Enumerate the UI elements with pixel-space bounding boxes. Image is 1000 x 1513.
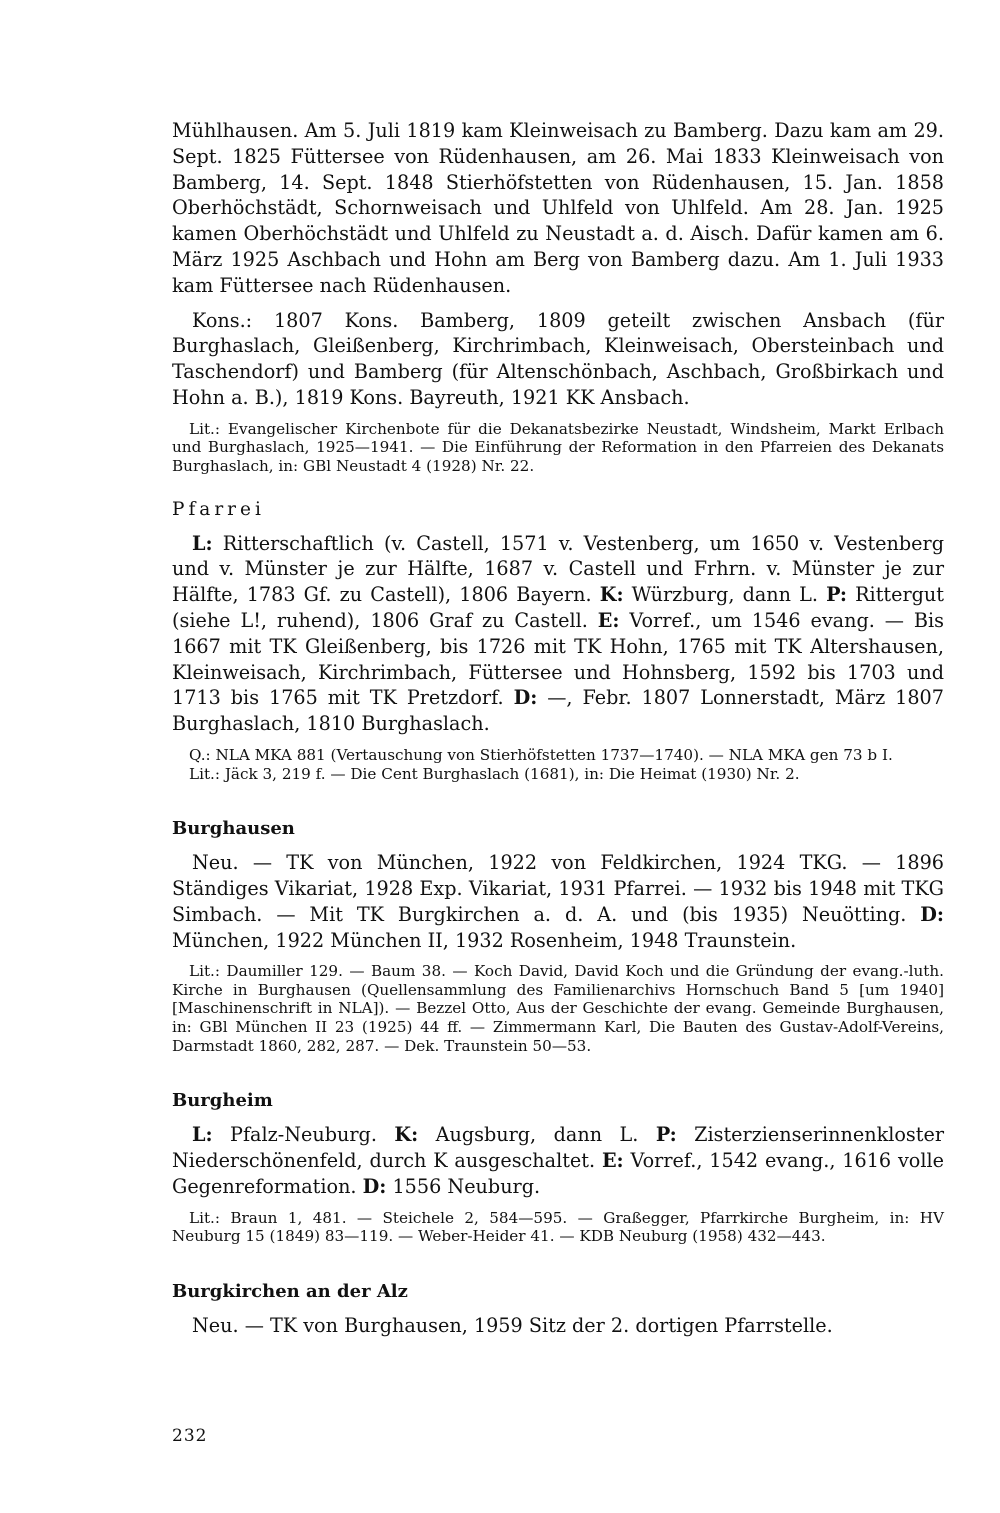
literature-note-burghausen: Lit.: Daumiller 129. — Baum 38. — Koch David, David Koch und die Gründung der evang.-luth. Kirche in Burghausen (Quellensammlung des Familienarchivs Hornschuch Band 5 [um 1940] [Maschinenschrift in NLA]). — Bezzel Otto, Aus der Geschichte der evang. Gemeinde Burghausen, in: GBl München II 23 (1925) 44 ff. — Zimmermann Karl, Die Bauten des Gustav-Adolf-Vereins, Darmstadt 1860, 282, 287. — Dek. Traunstein 50—53. [172, 962, 944, 1055]
text-d: —, Febr. 1807 Lonnerstadt, März 1807 Burghaslach, 1810 Burghaslach. [172, 686, 944, 736]
burgheim-l-text: Pfalz-Neuburg. [212, 1123, 377, 1147]
source-note-q: Q.: NLA MKA 881 (Vertauschung von Stierhöfstetten 1737—1740). — NLA MKA gen 73 b I. [189, 745, 893, 764]
key-e: E: [601, 1149, 624, 1173]
paragraph-burghausen [172, 850, 944, 953]
burgheim-d-text: 1556 Neuburg. [386, 1174, 541, 1198]
key-k: K: [394, 1123, 419, 1147]
burghausen-text: Neu. — TK von München, 1922 von Feldkirchen, 1924 TKG. — 1896 Ständiges Vikariat, 1928 Exp. Vikariat, 1931 Pfarrei. — 1932 bis 1948 mit TKG Simbach. — Mit TK Burgkirchen a. d. A. und (bis 1935) Neuötting. [172, 851, 944, 926]
paragraph-intro: Mühlhausen. Am 5. Juli 1819 kam Kleinweisach zu Bamberg. Dazu kam am 29. Sept. 1825 Füttersee von Rüdenhausen, am 26. Mai 1833 Kleinweisach von Bamberg, 14. Sept. 1848 Stierhöfstetten von Rüdenhausen, 15. Jan. 1858 Oberhöchstädt, Schornweisach und Uhlfeld von Uhlfeld. Am 28. Jan. 1925 kamen Oberhöchstädt und Uhlfeld zu Neustadt a. d. Aisch. Dafür kamen am 6. März 1925 Aschbach und Hohn am Berg von Bamberg dazu. Am 1. Juli 1933 kam Füttersee nach Rüdenhausen. [172, 119, 944, 297]
entry-heading-burgheim: Burgheim [172, 1090, 273, 1112]
entry-heading-burghausen: Burghausen [172, 818, 295, 840]
key-e: E: [597, 608, 620, 632]
key-d: D: [920, 902, 945, 926]
key-d: D: [513, 686, 538, 710]
key-l: L: [192, 1123, 213, 1147]
paragraph-pfarrei [172, 531, 944, 737]
burgheim-k-text: Augsburg, dann L. [418, 1123, 639, 1147]
text-e: Vorref., um 1546 evang. — Bis 1667 mit TK Gleißenberg, bis 1726 mit TK Hohn, 1765 mit TK Altershausen, Kleinweisach, Kirchrimbach, Füttersee und Hohnsberg, 1592 bis 1703 und 1713 bis 1765 mit TK Pretzdorf. [172, 608, 944, 710]
key-l: L: [192, 531, 213, 555]
literature-note-burgheim: Lit.: Braun 1, 481. — Steichele 2, 584—595. — Graßegger, Pfarrkirche Burgheim, in: HV Neuburg 15 (1849) 83—119. — Weber-Heider 41. — KDB Neuburg (1958) 432—443. [172, 1208, 944, 1246]
burgheim-p-text: Zisterzienserinnenkloster Niederschönenfeld, durch K ausgeschaltet. [172, 1123, 944, 1173]
literature-note-1: Lit.: Evangelischer Kirchenbote für die Dekanatsbezirke Neustadt, Windsheim, Markt Erlbach und Burghaslach, 1925—1941. — Die Einführung der Reformation in den Pfarreien des Dekanats Burghaslach, in: GBl Neustadt 4 (1928) Nr. 22. [172, 419, 944, 475]
key-k: K: [599, 583, 624, 607]
burgheim-e-text: Vorref., 1542 evang., 1616 volle Gegenreformation. [172, 1149, 944, 1198]
section-heading-pfarrei: Pfarrei [172, 498, 265, 520]
entry-heading-burgkirchen: Burgkirchen an der Alz [172, 1280, 408, 1302]
paragraph-burgkirchen: Neu. — TK von Burghausen, 1959 Sitz der 2. dortigen Pfarrstelle. [192, 1313, 833, 1337]
key-p: P: [655, 1123, 677, 1147]
burghausen-d-text: München, 1922 München II, 1932 Rosenheim, 1948 Traunstein. [172, 928, 797, 952]
text-l: Ritterschaftlich (v. Castell, 1571 v. Vestenberg, um 1650 v. Vestenberg und v. Münster je zur Hälfte, 1687 v. Castell und Frhrn. v. Münster je zur Hälfte, 1783 Gf. zu Castell), 1806 Bayern. [172, 531, 944, 607]
document-page [172, 118, 944, 1339]
paragraph-burgheim [172, 1122, 944, 1199]
text-k: Würzburg, dann L. [623, 583, 818, 607]
literature-note-2: Lit.: Jäck 3, 219 f. — Die Cent Burghaslach (1681), in: Die Heimat (1930) Nr. 2. [189, 764, 800, 783]
text-p: Rittergut (siehe L!, ruhend), 1806 Graf zu Castell. [172, 583, 944, 632]
key-p: P: [826, 583, 847, 607]
key-d: D: [362, 1174, 387, 1198]
page-number: 232 [172, 1426, 208, 1446]
paragraph-konsistorium: Kons.: 1807 Kons. Bamberg, 1809 geteilt zwischen Ansbach (für Burghaslach, Gleißenberg, Kirchrimbach, Kleinweisach, Obersteinbach und Taschendorf) und Bamberg (für Altenschönbach, Aschbach, Großbirkach und Hohn a. B.), 1819 Kons. Bayreuth, 1921 KK Ansbach. [172, 308, 944, 409]
